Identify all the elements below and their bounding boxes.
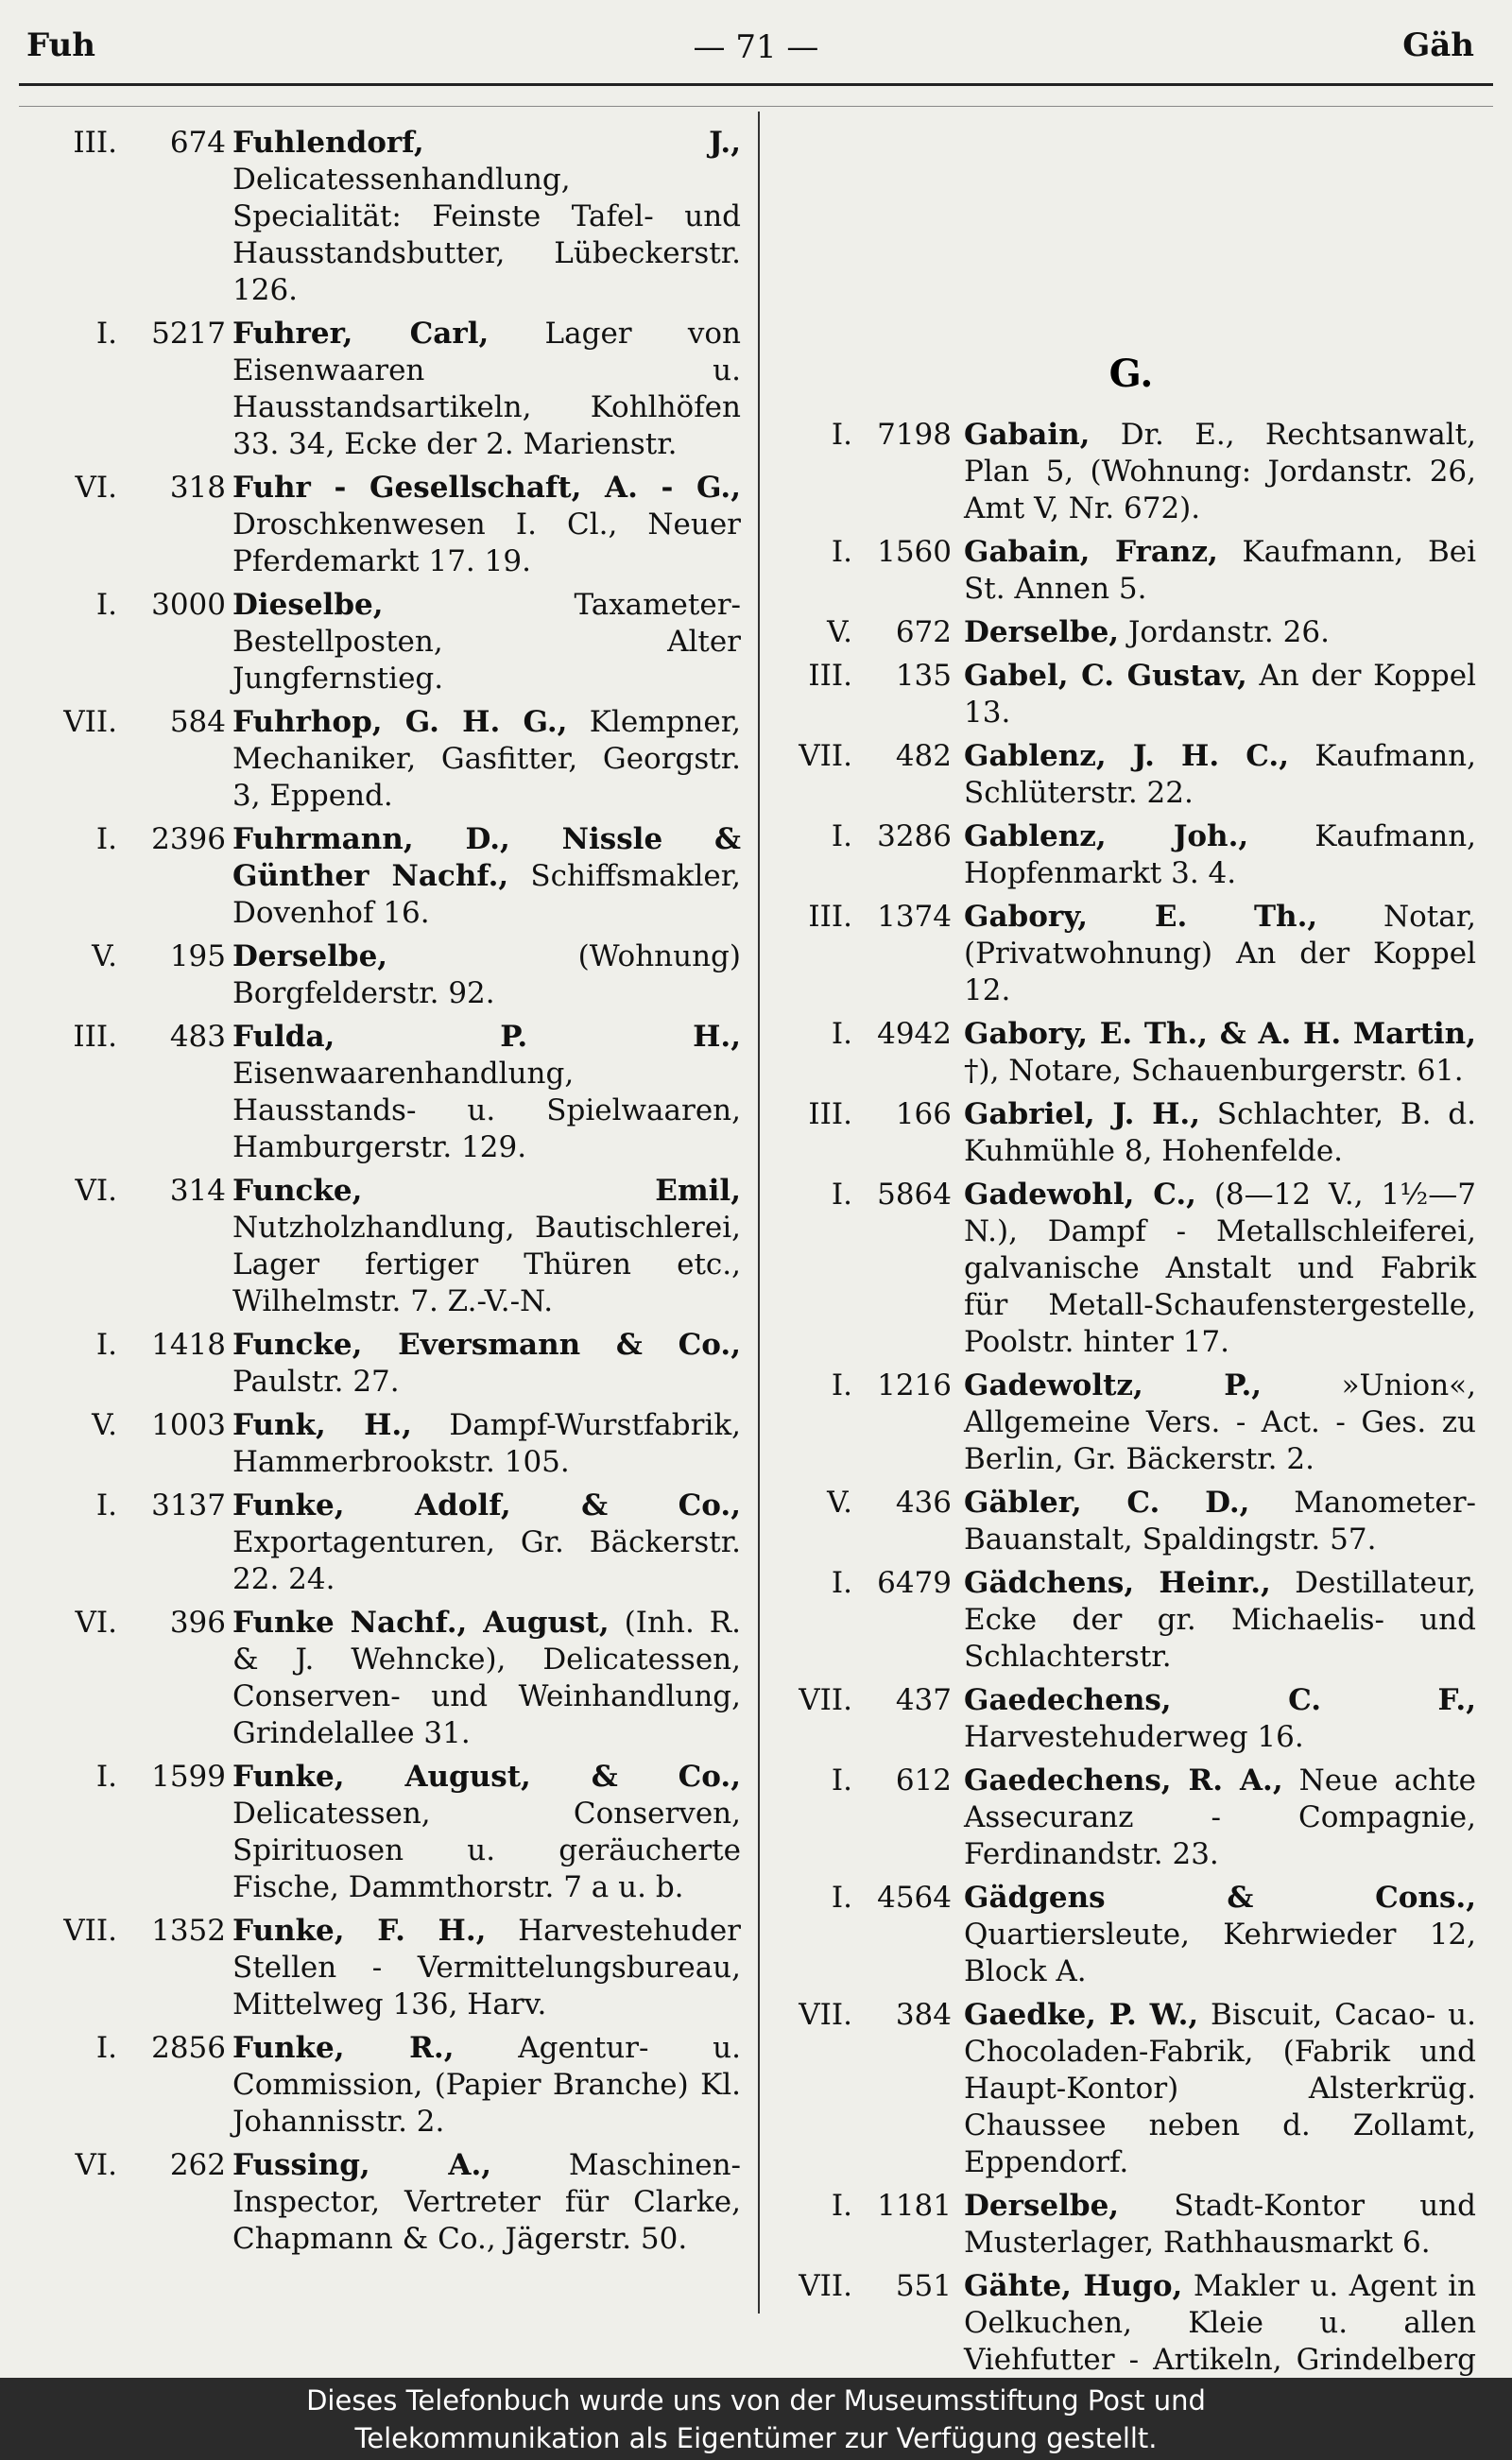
- subscriber-name: Gäbler, C. D.,: [964, 1486, 1250, 1520]
- entry-text: [964, 1565, 1476, 1676]
- header-rule-thin: [19, 106, 1493, 107]
- entry-text: [964, 1096, 1476, 1170]
- footer-line-2: Telekommunikation als Eigentümer zur Verfügung gestellt.: [354, 2422, 1158, 2454]
- entry-text: [964, 1763, 1476, 1873]
- exchange-district: VI.: [75, 471, 117, 505]
- subscriber-name: Gaedechens, R. A.,: [964, 1763, 1283, 1798]
- subscriber-name: Fulda, P. H.,: [232, 1020, 741, 1054]
- subscriber-details: Biscuit, Cacao- u. Chocoladen-Fabrik, (Fabrik und Haupt-Kontor) Alsterkrüg. Chaussee neben d. Zollamt, Eppendorf.: [964, 1998, 1476, 2179]
- subscriber-name: Fuhlendorf, J.,: [232, 126, 741, 160]
- subscriber-number: 482: [895, 739, 952, 773]
- subscriber-number: 436: [895, 1486, 952, 1520]
- directory-entry: [767, 1485, 1476, 1558]
- directory-entry: [767, 1565, 1476, 1676]
- exchange-district: I.: [831, 1017, 852, 1051]
- subscriber-name: Gädgens & Cons.,: [964, 1881, 1476, 1915]
- subscriber-number: 195: [169, 939, 226, 973]
- exchange-district: I.: [95, 317, 117, 351]
- subscriber-number: 1003: [151, 1408, 226, 1442]
- subscriber-name: Fuhr - Gesellschaft, A. - G.,: [232, 471, 741, 505]
- entry-text: [964, 1177, 1476, 1361]
- subscriber-number: 1352: [151, 1914, 226, 1948]
- subscriber-details: An der Koppel 13.: [964, 659, 1477, 730]
- entry-text: [964, 899, 1476, 1009]
- subscriber-details: Schlachter, B. d. Kuhmühle 8, Hohenfelde.: [964, 1097, 1476, 1168]
- subscriber-name: Funke, August, & Co.,: [232, 1760, 741, 1794]
- directory-entry: [23, 1407, 741, 1481]
- subscriber-name: Fuhrer, Carl,: [232, 317, 490, 351]
- subscriber-number: 3137: [151, 1488, 226, 1522]
- subscriber-number: 318: [169, 471, 226, 505]
- subscriber-details: (8—12 V., 1½—7 N.), Dampf - Metallschleiferei, galvanische Anstalt und Fabrik für Metall-Schaufenstergestelle, Poolstr. hinter 17.: [964, 1178, 1476, 1359]
- directory-entry: [767, 534, 1476, 608]
- subscriber-details: Delicatessen, Conserven, Spirituosen u. geräucherte Fische, Dammthorstr. 7 a u. b.: [232, 1797, 741, 1904]
- entry-text: [232, 125, 741, 309]
- subscriber-details: Makler u. Agent in Oelkuchen, Kleie u. allen Viehfutter - Artikeln, Grindelberg: [964, 2269, 1477, 2377]
- subscriber-details: Destillateur, Ecke der gr. Michaelis- und Schlachterstr.: [964, 1566, 1476, 1674]
- subscriber-number: 262: [169, 2148, 226, 2182]
- subscriber-name: Fussing, A.,: [232, 2148, 492, 2182]
- header-rule: [19, 83, 1493, 86]
- directory-entry: [767, 899, 1476, 1009]
- subscriber-number: 551: [895, 2269, 952, 2303]
- left-column: [23, 125, 741, 2264]
- exchange-district: VII.: [799, 739, 852, 773]
- entry-text: [964, 1997, 1476, 2181]
- entry-text: [964, 2188, 1476, 2262]
- directory-entry: [767, 658, 1476, 731]
- entry-text: [964, 818, 1476, 892]
- directory-entry: [767, 1997, 1476, 2181]
- subscriber-number: 483: [169, 1020, 226, 1054]
- exchange-district: I.: [831, 1881, 852, 1915]
- exchange-district: III.: [73, 126, 117, 160]
- entry-text: [232, 2147, 741, 2258]
- subscriber-name: Gabain, Franz,: [964, 535, 1218, 569]
- entry-text: [964, 614, 1476, 651]
- subscriber-details: Agentur- u. Commission, (Papier Branche) Kl. Johannisstr. 2.: [232, 2031, 741, 2139]
- subscriber-details: Dr. E., Rechtsanwalt, Plan 5, (Wohnung: Jordanstr. 26, Amt V, Nr. 672).: [964, 418, 1476, 525]
- subscriber-number: 3286: [877, 819, 952, 853]
- subscriber-name: Dieselbe,: [232, 588, 384, 622]
- entry-text: [232, 1327, 741, 1401]
- entry-text: [232, 1913, 741, 2023]
- entry-text: [232, 1173, 741, 1320]
- exchange-district: I.: [95, 2031, 117, 2065]
- footer-line-1: Dieses Telefonbuch wurde uns von der Museumsstiftung Post und: [306, 2384, 1206, 2417]
- subscriber-number: 314: [169, 1174, 226, 1208]
- exchange-district: I.: [831, 1763, 852, 1798]
- subscriber-name: Gaedechens, C. F.,: [964, 1683, 1476, 1717]
- exchange-district: VII.: [63, 1914, 117, 1948]
- subscriber-number: 4564: [877, 1881, 952, 1915]
- subscriber-details: Nutzholzhandlung, Bautischlerei, Lager fertiger Thüren etc., Wilhelmstr. 7. Z.-V.-N.: [232, 1211, 741, 1318]
- exchange-district: VII.: [799, 1683, 852, 1717]
- directory-entry: [767, 417, 1476, 527]
- subscriber-number: 3000: [151, 588, 226, 622]
- subscriber-number: 672: [895, 615, 952, 649]
- subscriber-details: Droschkenwesen I. Cl., Neuer Pferdemarkt 17. 19.: [232, 507, 741, 578]
- exchange-district: I.: [831, 535, 852, 569]
- subscriber-details: Schiffsmakler, Dovenhof 16.: [232, 859, 741, 930]
- exchange-district: III.: [73, 1020, 117, 1054]
- entry-text: [964, 1880, 1476, 1990]
- subscriber-details: »Union«, Allgemeine Vers. - Act. - Ges. zu Berlin, Gr. Bäckerstr. 2.: [964, 1368, 1476, 1476]
- entry-text: [232, 470, 741, 580]
- subscriber-details: Notar, (Privatwohnung) An der Koppel 12.: [964, 900, 1476, 1007]
- entry-text: [232, 1019, 741, 1166]
- subscriber-details: Neue achte Assecuranz - Compagnie, Ferdinandstr. 23.: [964, 1763, 1476, 1871]
- subscriber-number: 4942: [877, 1017, 952, 1051]
- subscriber-details: Jordanstr. 26.: [1127, 615, 1330, 649]
- right-entries: [767, 417, 1476, 2378]
- subscriber-name: Funke Nachf., August,: [232, 1606, 610, 1640]
- subscriber-details: Harvestehuderweg 16.: [964, 1720, 1304, 1754]
- subscriber-number: 7198: [877, 418, 952, 452]
- exchange-district: I.: [95, 822, 117, 856]
- subscriber-details: †), Notare, Schauenburgerstr. 61.: [964, 1054, 1464, 1088]
- entry-text: [232, 316, 741, 463]
- exchange-district: III.: [808, 900, 852, 934]
- subscriber-details: Kaufmann, Schlüterstr. 22.: [964, 739, 1476, 810]
- subscriber-number: 674: [169, 126, 226, 160]
- exchange-district: I.: [95, 1760, 117, 1794]
- directory-entry: [767, 1763, 1476, 1873]
- subscriber-name: Gädchens, Heinr.,: [964, 1566, 1271, 1600]
- entry-text: [232, 1407, 741, 1481]
- subscriber-details: Klempner, Mechaniker, Gasfitter, Georgstr. 3, Eppend.: [232, 705, 741, 813]
- entry-text: [232, 821, 741, 932]
- subscriber-details: Taxameter-Bestellposten, Alter Jungfernstieg.: [232, 588, 741, 696]
- subscriber-name: Gadewoltz, P.,: [964, 1368, 1263, 1402]
- entry-text: [964, 1016, 1476, 1090]
- subscriber-name: Fuhrhop, G. H. G.,: [232, 705, 568, 739]
- subscriber-name: Gabel, C. Gustav,: [964, 659, 1247, 693]
- exchange-district: V.: [92, 939, 117, 973]
- exchange-district: I.: [831, 1368, 852, 1402]
- subscriber-name: Gabory, E. Th., & A. H. Martin,: [964, 1017, 1476, 1051]
- subscriber-details: Kaufmann, Bei St. Annen 5.: [964, 535, 1476, 606]
- directory-entry: [767, 2188, 1476, 2262]
- directory-entry: [767, 1177, 1476, 1361]
- subscriber-details: (Wohnung) Borgfelderstr. 92.: [232, 939, 741, 1010]
- subscriber-details: Lager von Eisenwaaren u. Hausstandsartikeln, Kohlhöfen 33. 34, Ecke der 2. Marienstr.: [232, 317, 741, 461]
- entry-text: [232, 1488, 741, 1598]
- exchange-district: VII.: [799, 1998, 852, 2032]
- entry-text: [964, 1682, 1476, 1756]
- subscriber-number: 2856: [151, 2031, 226, 2065]
- directory-entry: [23, 1605, 741, 1752]
- subscriber-number: 5864: [877, 1178, 952, 1212]
- subscriber-details: Delicatessenhandlung, Specialität: Feinste Tafel- und Hausstandsbutter, Lübeckerstr. 126.: [232, 163, 741, 307]
- subscriber-details: Manometer-Bauanstalt, Spaldingstr. 57.: [964, 1486, 1476, 1557]
- subscriber-number: 135: [895, 659, 952, 693]
- subscriber-number: 1374: [877, 900, 952, 934]
- column-divider: [758, 112, 760, 2314]
- exchange-district: III.: [808, 1097, 852, 1131]
- entry-text: [232, 704, 741, 815]
- subscriber-details: Kaufmann, Hopfenmarkt 3. 4.: [964, 819, 1477, 890]
- subscriber-name: Gabory, E. Th.,: [964, 900, 1318, 934]
- subscriber-number: 437: [895, 1683, 952, 1717]
- directory-entry: [767, 1016, 1476, 1090]
- exchange-district: VI.: [75, 1606, 117, 1640]
- directory-entry: [23, 2030, 741, 2141]
- subscriber-number: 2396: [151, 822, 226, 856]
- subscriber-number: 396: [169, 1606, 226, 1640]
- exchange-district: I.: [95, 1328, 117, 1362]
- subscriber-number: 1181: [877, 2189, 952, 2223]
- exchange-district: I.: [831, 819, 852, 853]
- subscriber-details: Eisenwaarenhandlung, Hausstands- u. Spielwaaren, Hamburgerstr. 129.: [232, 1057, 741, 1164]
- section-letter: G.: [1108, 352, 1154, 396]
- exchange-district: V.: [827, 615, 852, 649]
- page-header: [0, 0, 1512, 76]
- subscriber-number: 166: [895, 1097, 952, 1131]
- subscriber-name: Gaedke, P. W.,: [964, 1998, 1199, 2032]
- exchange-district: VI.: [75, 2148, 117, 2182]
- entry-text: [232, 2030, 741, 2141]
- subscriber-details: Maschinen-Inspector, Vertreter für Clarke, Chapmann & Co., Jägerstr. 50.: [232, 2148, 742, 2256]
- entry-text: [964, 658, 1476, 731]
- subscriber-name: Derselbe,: [964, 615, 1120, 649]
- directory-entry: [23, 1019, 741, 1166]
- subscriber-name: Funke, Adolf, & Co.,: [232, 1488, 741, 1522]
- subscriber-number: 1216: [877, 1368, 952, 1402]
- directory-entry: [23, 938, 741, 1012]
- subscriber-name: Funk, H.,: [232, 1408, 412, 1442]
- footer-notice: [0, 2378, 1512, 2460]
- entry-text: [964, 2268, 1476, 2378]
- entry-text: [964, 1485, 1476, 1558]
- exchange-district: I.: [831, 2189, 852, 2223]
- directory-entry: [23, 316, 741, 463]
- subscriber-details: Quartiersleute, Kehrwieder 12, Block A.: [964, 1918, 1476, 1988]
- exchange-district: VI.: [75, 1174, 117, 1208]
- entry-text: [232, 587, 741, 697]
- subscriber-details: Dampf-Wurstfabrik, Hammerbrookstr. 105.: [232, 1408, 741, 1479]
- subscriber-details: Stadt-Kontor und Musterlager, Rathhausmarkt 6.: [964, 2189, 1476, 2260]
- directory-entry: [767, 614, 1476, 651]
- directory-entry: [23, 1488, 741, 1598]
- right-column: [767, 125, 1476, 2378]
- exchange-district: I.: [831, 1566, 852, 1600]
- subscriber-name: Funke, F. H.,: [232, 1914, 487, 1948]
- entry-text: [964, 534, 1476, 608]
- entry-text: [964, 1368, 1476, 1478]
- directory-entry: [23, 587, 741, 697]
- directory-entry: [23, 821, 741, 932]
- exchange-district: III.: [808, 659, 852, 693]
- subscriber-name: Gabain,: [964, 418, 1091, 452]
- directory-entry: [23, 470, 741, 580]
- subscriber-name: Fuhrmann, D., Nissle & Günther Nachf.,: [232, 822, 741, 893]
- directory-entry: [23, 1327, 741, 1401]
- subscriber-number: 6479: [877, 1566, 952, 1600]
- subscriber-name: Gablenz, Joh.,: [964, 819, 1249, 853]
- directory-entry: [767, 1368, 1476, 1478]
- directory-entry: [23, 1173, 741, 1320]
- entry-text: [232, 1605, 741, 1752]
- subscriber-number: 1560: [877, 535, 952, 569]
- entry-text: [232, 938, 741, 1012]
- subscriber-name: Derselbe,: [232, 939, 388, 973]
- subscriber-number: 1599: [151, 1760, 226, 1794]
- entry-text: [964, 417, 1476, 527]
- subscriber-details: Harvestehuder Stellen - Vermittelungsbureau, Mittelweg 136, Harv.: [232, 1914, 741, 2021]
- header-right-keyword: Gäh: [1402, 26, 1474, 64]
- subscriber-name: Gähte, Hugo,: [964, 2269, 1183, 2303]
- directory-entry: [23, 2147, 741, 2258]
- exchange-district: V.: [92, 1408, 117, 1442]
- subscriber-number: 384: [895, 1998, 952, 2032]
- subscriber-name: Funke, R.,: [232, 2031, 455, 2065]
- directory-entry: [767, 2268, 1476, 2378]
- directory-entry: [23, 704, 741, 815]
- directory-entry: [767, 818, 1476, 892]
- directory-entry: [767, 1682, 1476, 1756]
- subscriber-name: Derselbe,: [964, 2189, 1120, 2223]
- directory-entry: [767, 738, 1476, 812]
- subscriber-number: 612: [895, 1763, 952, 1798]
- subscriber-name: Funcke, Eversmann & Co.,: [232, 1328, 741, 1362]
- exchange-district: I.: [95, 588, 117, 622]
- header-left-keyword: Fuh: [26, 26, 95, 64]
- exchange-district: VII.: [63, 705, 117, 739]
- entry-text: [964, 738, 1476, 812]
- subscriber-details: Paulstr. 27.: [232, 1365, 400, 1399]
- subscriber-name: Gablenz, J. H. C.,: [964, 739, 1290, 773]
- page-number: — 71 —: [693, 28, 819, 66]
- exchange-district: I.: [831, 418, 852, 452]
- subscriber-number: 1418: [151, 1328, 226, 1362]
- directory-entry: [23, 1759, 741, 1906]
- exchange-district: I.: [831, 1178, 852, 1212]
- exchange-district: V.: [827, 1486, 852, 1520]
- exchange-district: VII.: [799, 2269, 852, 2303]
- directory-entry: [23, 125, 741, 309]
- exchange-district: I.: [95, 1488, 117, 1522]
- subscriber-number: 584: [169, 705, 226, 739]
- subscriber-details: Exportagenturen, Gr. Bäckerstr. 22. 24.: [232, 1525, 741, 1596]
- subscriber-details: (Inh. R. & J. Wehncke), Delicatessen, Conserven- und Weinhandlung, Grindelallee 31.: [232, 1606, 741, 1750]
- entry-text: [232, 1759, 741, 1906]
- directory-entry: [23, 1913, 741, 2023]
- subscriber-number: 5217: [151, 317, 226, 351]
- subscriber-name: Gabriel, J. H.,: [964, 1097, 1200, 1131]
- directory-entry: [767, 1096, 1476, 1170]
- subscriber-name: Funcke, Emil,: [232, 1174, 741, 1208]
- directory-entry: [767, 1880, 1476, 1990]
- subscriber-name: Gadewohl, C.,: [964, 1178, 1196, 1212]
